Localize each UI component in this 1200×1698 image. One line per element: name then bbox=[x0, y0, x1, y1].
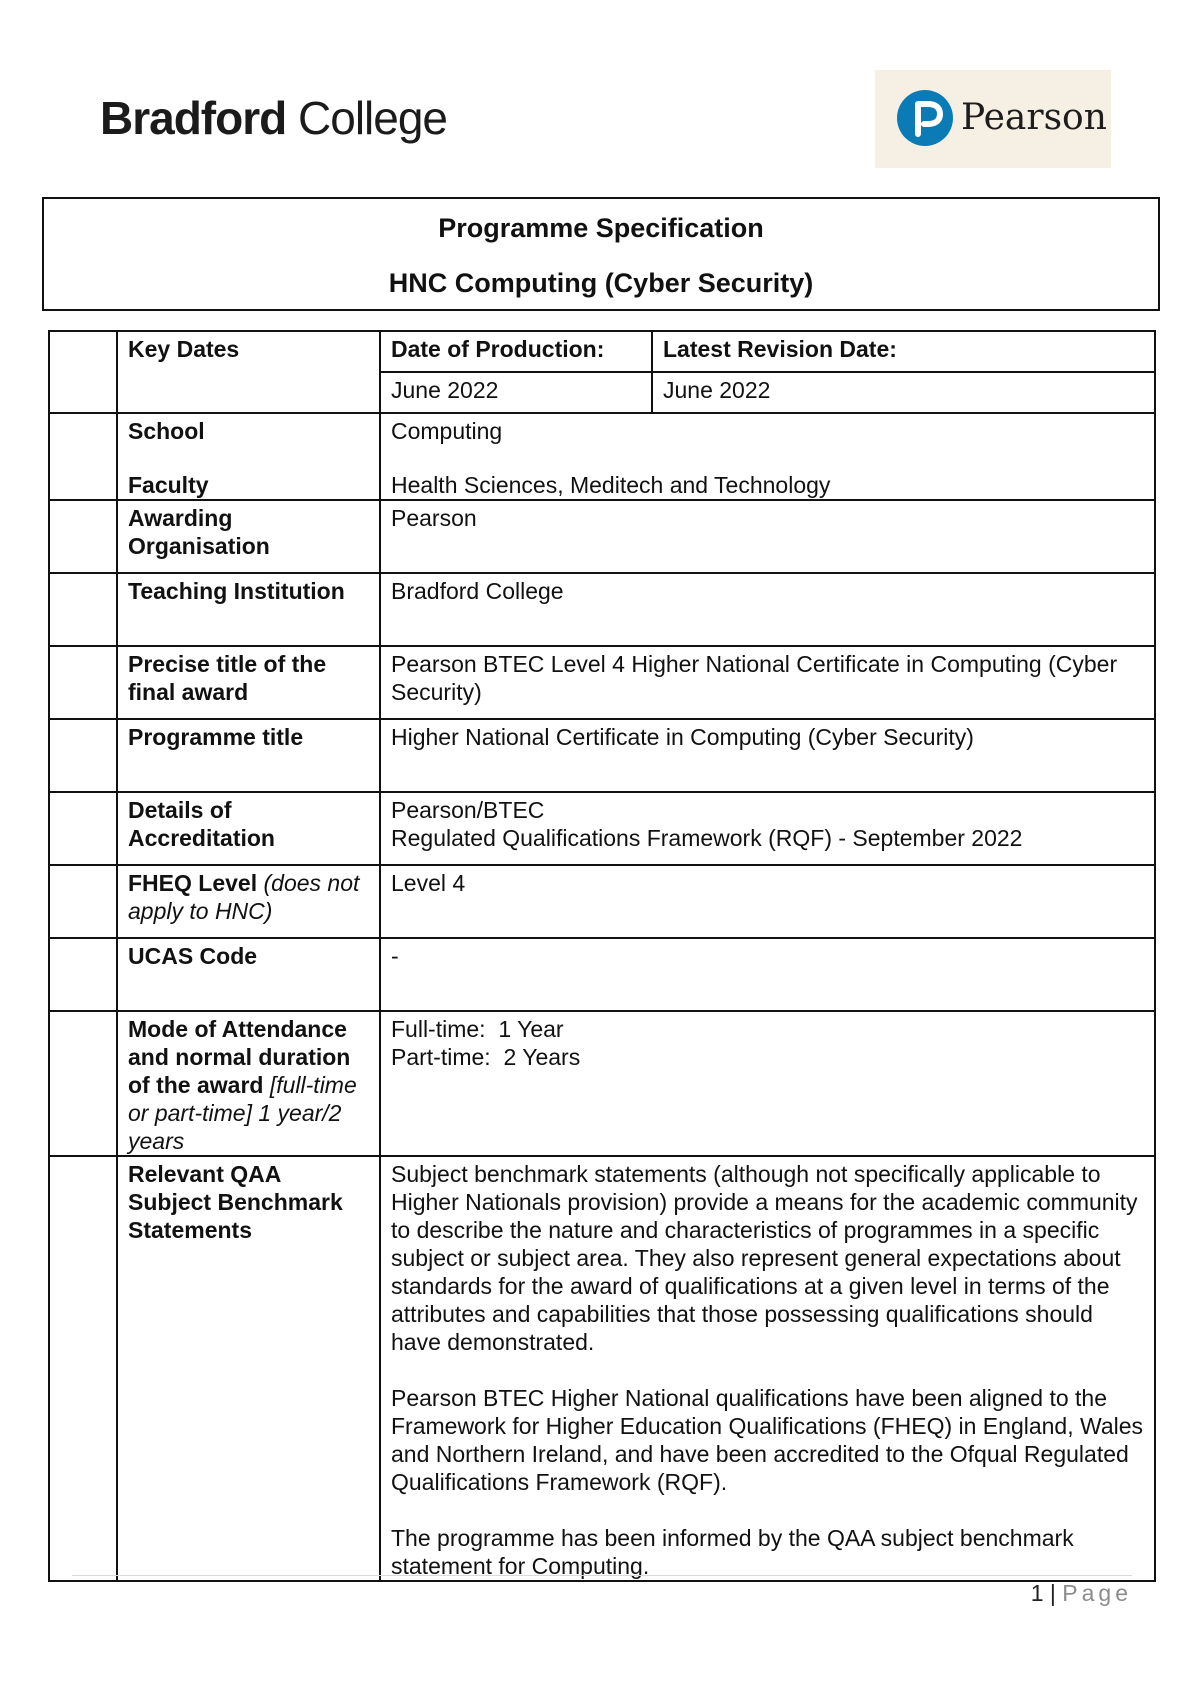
accreditation-body: Pearson/BTEC bbox=[391, 797, 545, 823]
fheq-level-value: Level 4 bbox=[380, 865, 1155, 938]
full-time-duration: Full-time: 1 Year bbox=[391, 1016, 564, 1042]
row-margin-cell bbox=[49, 792, 117, 865]
ucas-code-value: - bbox=[380, 938, 1155, 1011]
revision-date-heading: Latest Revision Date: bbox=[652, 331, 1155, 372]
award-title-value: Pearson BTEC Level 4 Higher National Certificate in Computing (Cyber Security) bbox=[380, 646, 1155, 719]
school-value: Computing bbox=[391, 418, 503, 444]
school-faculty-value-cell bbox=[380, 413, 1155, 500]
school-label: School bbox=[128, 418, 205, 444]
awarding-org-value: Pearson bbox=[380, 500, 1155, 573]
table-row bbox=[49, 573, 1155, 646]
row-margin-cell bbox=[49, 938, 117, 1011]
qaa-paragraph-3: The programme has been informed by the QAA subject benchmark statement for Computing. bbox=[391, 1525, 1074, 1579]
footer-divider bbox=[72, 1575, 1132, 1576]
teaching-institution-value: Bradford College bbox=[380, 573, 1155, 646]
programme-spec-table bbox=[48, 330, 1156, 1582]
table-row bbox=[49, 1011, 1155, 1156]
fheq-level-note: (does not apply to HNC) bbox=[128, 870, 360, 924]
row-margin-cell bbox=[49, 413, 117, 500]
mode-of-attendance-label: Mode of Attendance and normal duration of the award bbox=[128, 1016, 351, 1098]
page-word: Page bbox=[1062, 1580, 1132, 1606]
accreditation-label: Details of Accreditation bbox=[117, 792, 380, 865]
programme-title-value: Higher National Certificate in Computing (Cyber Security) bbox=[380, 719, 1155, 792]
production-date-value: June 2022 bbox=[380, 372, 652, 413]
programme-heading: HNC Computing (Cyber Security) bbox=[388, 268, 814, 298]
school-faculty-label-cell bbox=[117, 413, 380, 500]
title-box bbox=[42, 197, 1160, 311]
fheq-level-label: FHEQ Level bbox=[128, 870, 258, 896]
programme-title-label: Programme title bbox=[117, 719, 380, 792]
pearson-p-icon bbox=[897, 90, 953, 146]
qaa-paragraph-1: Subject benchmark statements (although not specifically applicable to Higher Nationals provision) provide a means for the academic community to describe the nature and characteristics of programmes in a specific subject or subject area. They also represent general expectations about standards for the award of qualifications at a given level in terms of the attributes and capabilities that those possessing qualifications should have demonstrated. bbox=[391, 1161, 1138, 1355]
faculty-label: Faculty bbox=[128, 472, 209, 498]
logo-bradford-bold: Bradford bbox=[100, 92, 287, 144]
row-margin-cell bbox=[49, 865, 117, 938]
row-margin-cell bbox=[49, 1156, 117, 1581]
page-footer bbox=[1031, 1580, 1132, 1607]
row-margin-cell bbox=[49, 1011, 117, 1156]
table-row bbox=[49, 646, 1155, 719]
row-margin-cell bbox=[49, 331, 117, 413]
mode-of-attendance-note: [full-time or part-time] 1 year/2 years bbox=[128, 1072, 357, 1154]
document-title: Programme Specification bbox=[438, 213, 764, 243]
logo-college-light: College bbox=[298, 92, 448, 144]
mode-of-attendance-label-cell bbox=[117, 1011, 380, 1156]
row-margin-cell bbox=[49, 646, 117, 719]
table-row bbox=[49, 792, 1155, 865]
award-title-label: Precise title of the final award bbox=[117, 646, 380, 719]
fheq-level-label-cell bbox=[117, 865, 380, 938]
faculty-value: Health Sciences, Meditech and Technology bbox=[391, 472, 831, 498]
footer-separator: | bbox=[1049, 1580, 1056, 1606]
pearson-wordmark: Pearson bbox=[961, 97, 1107, 138]
row-margin-cell bbox=[49, 573, 117, 646]
table-row bbox=[49, 331, 1155, 372]
row-margin-cell bbox=[49, 719, 117, 792]
pearson-logo bbox=[875, 70, 1111, 168]
key-dates-label: Key Dates bbox=[117, 331, 380, 413]
table-row bbox=[49, 865, 1155, 938]
qaa-benchmark-value-cell bbox=[380, 1156, 1155, 1581]
bradford-college-logo bbox=[100, 88, 447, 148]
teaching-institution-label: Teaching Institution bbox=[117, 573, 380, 646]
table-row bbox=[49, 500, 1155, 573]
qaa-benchmark-label: Relevant QAA Subject Benchmark Statements bbox=[117, 1156, 380, 1581]
table-row bbox=[49, 938, 1155, 1011]
ucas-code-label: UCAS Code bbox=[117, 938, 380, 1011]
table-row bbox=[49, 719, 1155, 792]
part-time-duration: Part-time: 2 Years bbox=[391, 1044, 581, 1070]
mode-of-attendance-value-cell bbox=[380, 1011, 1155, 1156]
production-date-heading: Date of Production: bbox=[380, 331, 652, 372]
revision-date-value: June 2022 bbox=[652, 372, 1155, 413]
accreditation-value-cell bbox=[380, 792, 1155, 865]
row-margin-cell bbox=[49, 500, 117, 573]
page-number: 1 bbox=[1030, 1580, 1044, 1606]
table-row bbox=[49, 1156, 1155, 1581]
qaa-paragraph-2: Pearson BTEC Higher National qualifications have been aligned to the Framework for Higher Education Qualifications (FHEQ) in England, Wales and Northern Ireland, and have been accredited to the Ofqual Regulated Qualifications Framework (RQF). bbox=[391, 1385, 1144, 1495]
awarding-org-label: Awarding Organisation bbox=[117, 500, 380, 573]
accreditation-framework: Regulated Qualifications Framework (RQF) - September 2022 bbox=[391, 825, 1023, 851]
table-row bbox=[49, 413, 1155, 500]
